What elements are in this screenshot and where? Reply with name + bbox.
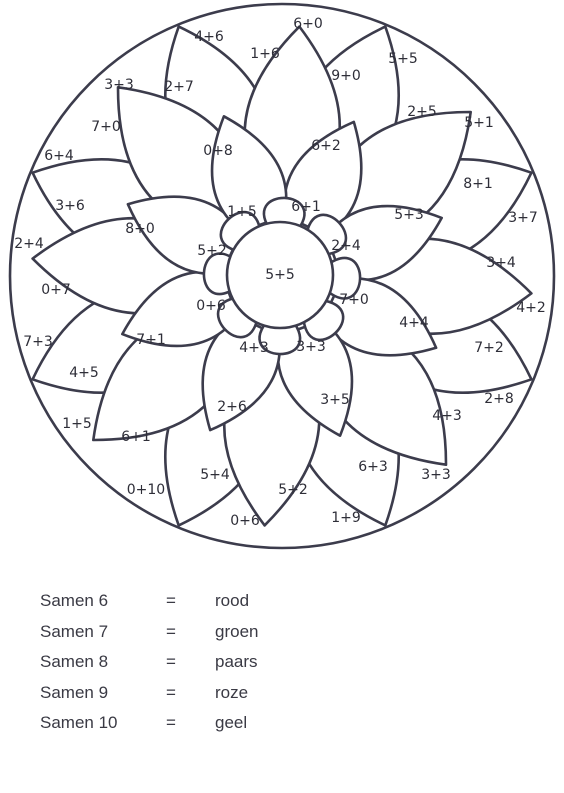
sum-label: 7+3 xyxy=(23,334,53,350)
sum-label: 7+2 xyxy=(474,340,504,356)
sum-label: 1+5 xyxy=(62,416,92,432)
sum-label: 4+6 xyxy=(194,29,224,45)
legend-sum-label: Samen 10 xyxy=(40,713,118,732)
sum-label: 5+4 xyxy=(200,467,230,483)
sum-label: 3+3 xyxy=(104,77,134,93)
center-sum: 5+5 xyxy=(265,267,295,283)
legend-equals: = xyxy=(166,652,176,671)
legend-color-name: groen xyxy=(215,621,259,641)
legend-sum-label: Samen 9 xyxy=(40,682,109,702)
sum-label: 3+7 xyxy=(508,210,538,226)
sum-label: 7+1 xyxy=(136,332,166,348)
sum-label: 4+5 xyxy=(69,365,99,381)
sum-label: 3+5 xyxy=(320,392,350,408)
sum-label: 6+3 xyxy=(358,459,388,475)
sum-label: 3+3 xyxy=(421,467,451,483)
sum-label: 1+6 xyxy=(250,46,280,62)
sum-label: 2+7 xyxy=(164,79,194,95)
legend-sum-label: Samen 8 xyxy=(40,652,109,671)
legend-color-name: rood xyxy=(215,591,250,610)
sum-label: 1+5 xyxy=(227,204,257,220)
sum-label: 2+4 xyxy=(14,236,44,252)
sum-label: 0+10 xyxy=(126,482,166,498)
sum-label: 2+4 xyxy=(331,238,361,254)
sum-label: 2+6 xyxy=(217,399,247,415)
sum-label: 7+0 xyxy=(91,119,121,135)
sum-label: 0+6 xyxy=(196,298,226,314)
sum-label: 6+1 xyxy=(121,429,151,445)
sum-label: 3+3 xyxy=(296,339,326,355)
sum-label: 5+2 xyxy=(197,243,227,259)
legend-equals: = xyxy=(166,713,176,732)
sum-label: 0+8 xyxy=(203,143,233,159)
sum-label: 6+2 xyxy=(311,138,341,154)
sum-label: 3+6 xyxy=(55,198,85,214)
legend-sum-label: Samen 7 xyxy=(40,621,109,641)
legend-color-name: roze xyxy=(215,682,249,702)
legend-equals: = xyxy=(166,682,176,702)
sum-label: 5+1 xyxy=(464,115,494,131)
sum-label: 6+4 xyxy=(44,148,74,164)
sum-label: 4+3 xyxy=(432,408,462,424)
sum-label: 4+2 xyxy=(516,300,546,316)
sum-label: 6+1 xyxy=(291,199,321,215)
sum-label: 6+0 xyxy=(293,16,323,32)
sum-label: 3+4 xyxy=(486,255,516,271)
sum-label: 5+2 xyxy=(278,482,308,498)
legend-color-name: paars xyxy=(215,652,258,671)
sum-label: 4+3 xyxy=(239,340,269,356)
sum-label: 5+5 xyxy=(388,51,418,67)
sum-label: 2+8 xyxy=(484,391,514,407)
sum-label: 8+1 xyxy=(463,176,493,192)
sum-label: 7+0 xyxy=(339,292,369,308)
legend-color-name: geel xyxy=(215,713,248,732)
sum-label: 0+6 xyxy=(230,513,260,529)
legend-equals: = xyxy=(166,591,176,610)
legend-sum-label: Samen 6 xyxy=(40,591,109,610)
sum-label: 5+3 xyxy=(394,207,424,223)
sum-label: 4+4 xyxy=(399,315,429,331)
legend-equals: = xyxy=(166,621,176,641)
sum-label: 0+7 xyxy=(41,282,71,298)
sum-label: 9+0 xyxy=(331,68,361,84)
sum-label: 2+5 xyxy=(407,104,437,120)
sum-label: 8+0 xyxy=(125,221,155,237)
sum-label: 1+9 xyxy=(331,510,361,526)
